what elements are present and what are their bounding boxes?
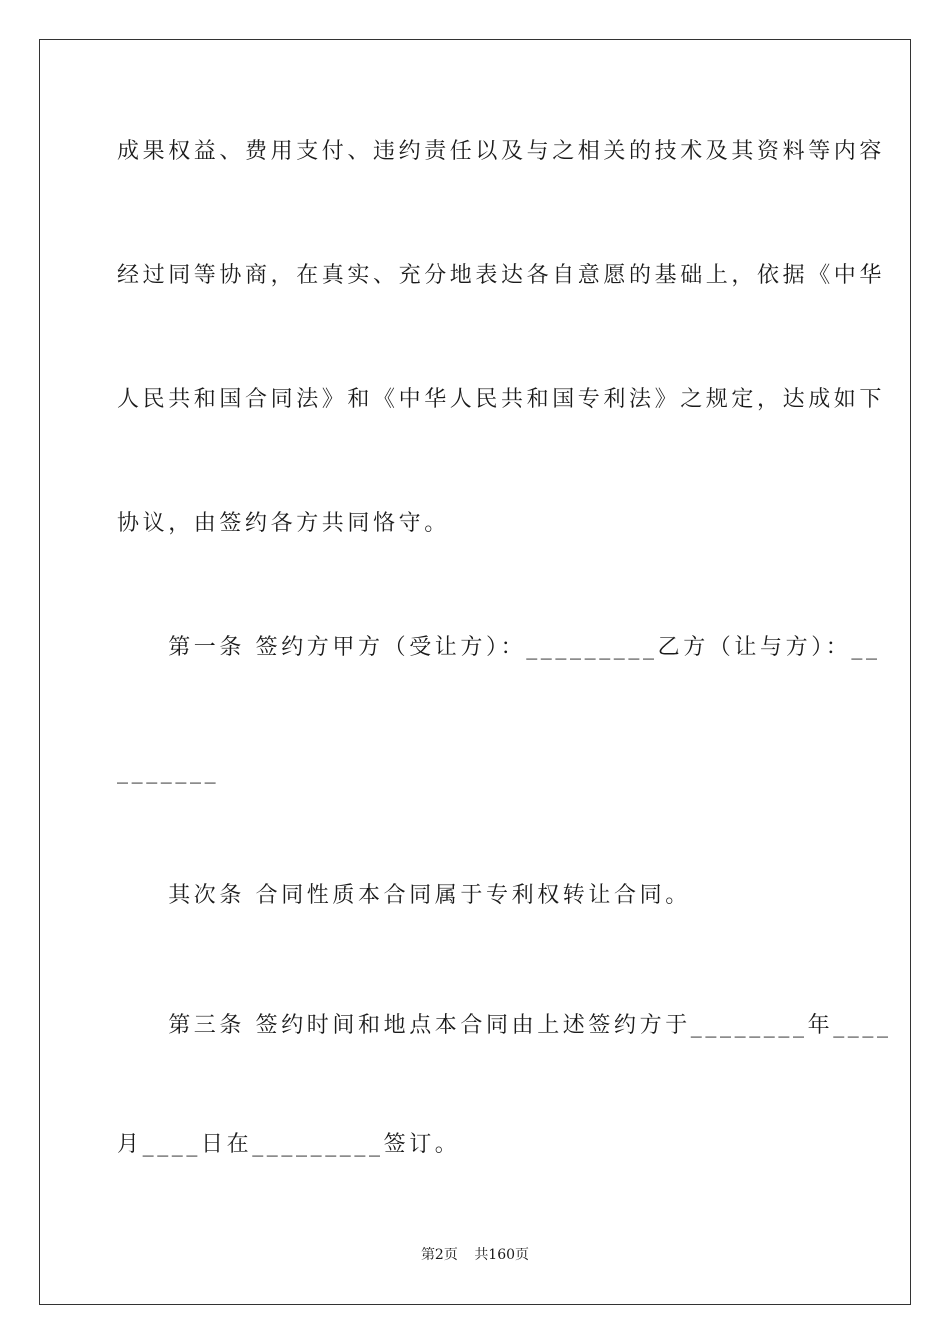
paragraph-line: 协议，由签约各方共同恪守。 (117, 511, 450, 536)
paragraph-line: 人民共和国合同法》和《中华人民共和国专利法》之规定，达成如下 (117, 387, 886, 412)
article-3-continuation: 月____日在_________签订。 (117, 1132, 461, 1157)
article-2-line: 其次条 合同性质本合同属于专利权转让合同。 (117, 883, 691, 908)
page-total: 共160页 (474, 1247, 530, 1263)
page-border (39, 39, 911, 1305)
article-1-line: 第一条 签约方甲方（受让方）：_________乙方（让与方）：__ (117, 635, 881, 660)
paragraph-line: 经过同等协商，在真实、充分地表达各自意愿的基础上，依据《中华 (117, 263, 886, 288)
page-footer (0, 1246, 950, 1264)
article-1-continuation: _______ (117, 759, 220, 784)
article-3-line: 第三条 签约时间和地点本合同由上述签约方于________年____ (117, 1013, 892, 1038)
page-number: 第2页 (420, 1247, 458, 1263)
paragraph-line: 成果权益、费用支付、违约责任以及与之相关的技术及其资料等内容 (117, 139, 886, 164)
